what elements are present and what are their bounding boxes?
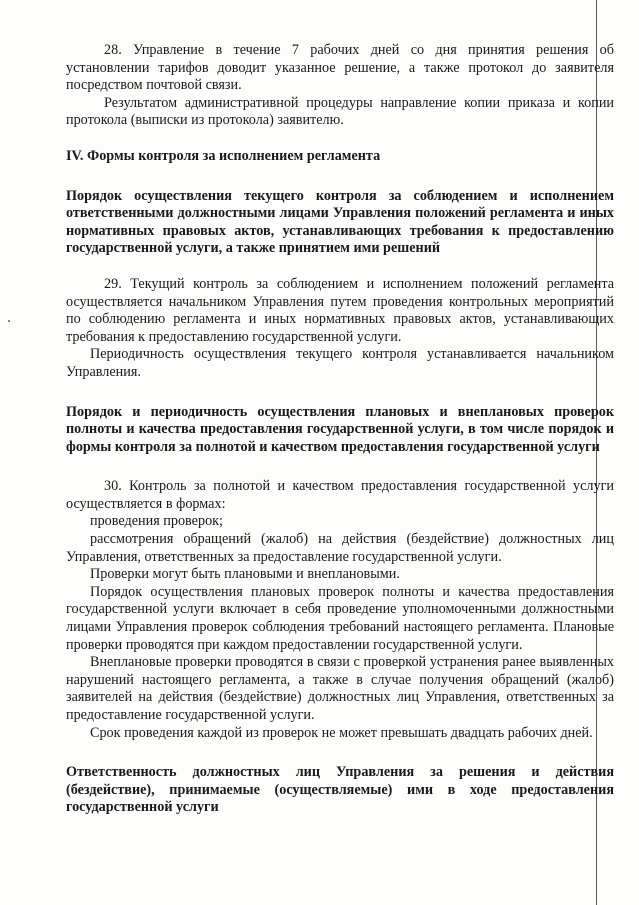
paragraph-30-5: Порядок осуществления плановых проверок полноты и качества предоставления государственной услуги включает в себя проведение уполномоченными должностными лицами Управления проверок соблюдения требований настоящего регламента. Плановые проверки проводятся при каждом предоставлении государственной услуги. <box>66 583 614 653</box>
subsection-current-control-title: Порядок осуществления текущего контроля за соблюдением и исполнением ответственными должностными лицами Управления положений регламента и иных нормативных правовых актов, устанавливающих требования к предоставлению государственной услуги, а также принятием ими решений <box>66 187 614 257</box>
subsection-inspections-title: Порядок и периодичность осуществления плановых и внеплановых проверок полноты и качества предоставления государственной услуги, в том числе порядок и формы контроля за полнотой и качеством предоставления государственной услуги <box>66 403 614 455</box>
paragraph-30-1: 30. Контроль за полнотой и качеством предоставления государственной услуги осуществляется в формах: <box>66 478 614 512</box>
paragraph-29-2: Периодичность осуществления текущего контроля устанавливается начальником Управления. <box>66 346 614 380</box>
section-iv-title: IV. Формы контроля за исполнением регламента <box>66 147 381 164</box>
scan-speck <box>8 320 10 322</box>
paragraph-30-7: Срок проведения каждой из проверок не может превышать двадцать рабочих дней. <box>90 724 593 741</box>
paragraph-30-2: проведения проверок; <box>90 513 223 530</box>
subsection-responsibility-title: Ответственность должностных лиц Управления за решения и действия (бездействие), принимаемые (осуществляемые) ими в ходе предоставления государственной услуги <box>66 764 614 816</box>
document-body <box>66 42 614 817</box>
paragraph-30-3: рассмотрения обращений (жалоб) на действия (бездействие) должностных лиц Управления, ответственных за предоставление государственной услуги. <box>66 531 614 565</box>
paragraph-30-6: Внеплановые проверки проводятся в связи с проверкой устранения ранее выявленных нарушений настоящего регламента, а также в случае получения обращений (жалоб) заявителей на действия (бездействие) должностных лиц Управления, ответственных за предоставление государственной услуги. <box>66 654 614 723</box>
paragraph-28-1: 28. Управление в течение 7 рабочих дней со дня принятия решения об установлении тарифов доводит указанное решение, а также протокол до заявителя посредством почтовой связи. <box>66 42 614 94</box>
paragraph-30-4: Проверки могут быть плановыми и внеплановыми. <box>90 566 400 583</box>
paragraph-29-1: 29. Текущий контроль за соблюдением и исполнением положений регламента осуществляется начальником Управления путем проведения контрольных мероприятий по соблюдению регламента и иных нормативных правовых актов, устанавливающих требования к предоставлению государственной услуги. <box>66 275 614 345</box>
paragraph-28-2: Результатом административной процедуры направление копии приказа и копии протокола (выписки из протокола) заявителю. <box>66 94 614 129</box>
